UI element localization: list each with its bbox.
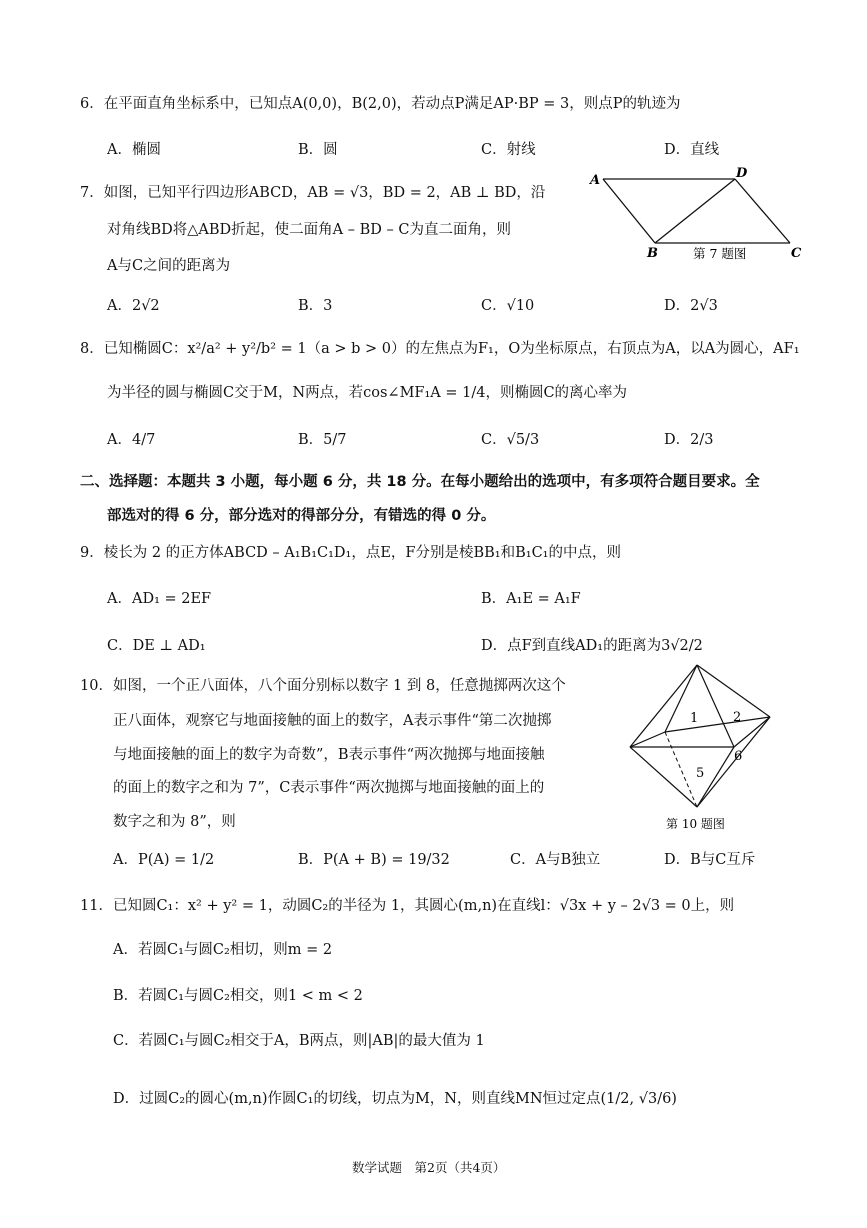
q7-label-a: A xyxy=(590,173,601,188)
q7-line1: 7．如图，已知平行四边形ABCD，AB = √3，BD = 2，AB ⊥ BD，沿 xyxy=(80,185,546,201)
q10-option-a: A．P(A) = 1/2 xyxy=(113,852,215,868)
q10-face-2: 2 xyxy=(733,710,742,725)
q9-option-a: A．AD₁ = 2EF xyxy=(107,591,212,607)
q11-option-a: A．若圆C₁与圆C₂相切，则m = 2 xyxy=(113,942,333,958)
q8-line2: 为半径的圆与椭圆C交于M，N两点，若cos∠MF₁A = 1/4，则椭圆C的离心率为 xyxy=(107,385,628,401)
q7-figure-parallelogram xyxy=(585,165,805,265)
q7-option-d: D．2√3 xyxy=(664,298,718,314)
q10-option-b: B．P(A + B) = 19/32 xyxy=(298,852,450,868)
q10-figure-caption: 第 10 题图 xyxy=(666,817,725,831)
section2-heading-line1: 二、选择题：本题共 3 小题，每小题 6 分，共 18 分。在每小题给出的选项中，有多项符合题目要求。全 xyxy=(80,474,760,490)
q7-option-b: B．3 xyxy=(298,298,333,314)
q11-stem: 11．已知圆C₁：x² + y² = 1，动圆C₂的半径为 1，其圆心(m,n)在直线l：√3x + y – 2√3 = 0上，则 xyxy=(80,898,735,914)
q7-label-d: D xyxy=(736,166,748,181)
q7-label-c: C xyxy=(791,246,802,261)
q7-option-a: A．2√2 xyxy=(107,298,160,314)
q11-option-d: D．过圆C₂的圆心(m,n)作圆C₁的切线，切点为M，N，则直线MN恒过定点(1/2, √3/6) xyxy=(113,1091,677,1107)
q7-line3: A与C之间的距离为 xyxy=(107,258,231,274)
q10-face-1: 1 xyxy=(690,711,699,726)
q6-option-b: B．圆 xyxy=(298,142,338,158)
q10-face-6: 6 xyxy=(734,749,743,764)
q10-line2: 正八面体，观察它与地面接触的面上的数字，A表示事件“第二次抛掷 xyxy=(113,713,552,729)
q10-figure-octahedron xyxy=(622,660,782,840)
q7-label-b: B xyxy=(647,246,658,261)
q9-option-b: B．A₁E = A₁F xyxy=(481,591,581,607)
q10-face-5: 5 xyxy=(696,766,705,781)
q8-option-d: D．2/3 xyxy=(664,432,714,448)
q11-option-b: B．若圆C₁与圆C₂相交，则1 < m < 2 xyxy=(113,988,363,1004)
q6-option-c: C．射线 xyxy=(481,142,536,158)
q10-line5: 数字之和为 8”，则 xyxy=(113,814,236,830)
q9-option-c: C．DE ⊥ AD₁ xyxy=(107,638,206,654)
q10-line1: 10．如图，一个正八面体，八个面分别标以数字 1 到 8，任意抛掷两次这个 xyxy=(80,678,566,694)
q6-option-d: D．直线 xyxy=(664,142,720,158)
q8-option-c: C．√5/3 xyxy=(481,432,540,448)
q8-option-b: B．5/7 xyxy=(298,432,347,448)
q11-option-c: C．若圆C₁与圆C₂相交于A，B两点，则|AB|的最大值为 1 xyxy=(113,1033,485,1049)
q8-option-a: A．4/7 xyxy=(107,432,156,448)
q10-line3: 与地面接触的面上的数字为奇数”，B表示事件“两次抛掷与地面接触 xyxy=(113,747,545,763)
q7-option-c: C．√10 xyxy=(481,298,535,314)
q10-line4: 的面上的数字之和为 7”，C表示事件“两次抛掷与地面接触的面上的 xyxy=(113,780,545,796)
q10-option-c: C．A与B独立 xyxy=(510,852,601,868)
page-footer: 数学试题 第2页（共4页） xyxy=(352,1160,506,1175)
q10-option-d: D．B与C互斥 xyxy=(664,852,756,868)
q9-stem: 9．棱长为 2 的正方体ABCD – A₁B₁C₁D₁，点E，F分别是棱BB₁和B₁C₁的中点，则 xyxy=(80,545,621,561)
q6-option-a: A．椭圆 xyxy=(107,142,161,158)
q8-line1: 8．已知椭圆C：x²/a² + y²/b² = 1（a > b > 0）的左焦点为F₁，O为坐标原点，右顶点为A，以A为圆心，AF₁ xyxy=(80,341,800,357)
q6-stem: 6．在平面直角坐标系中，已知点A(0,0)，B(2,0)，若动点P满足AP·BP = 3，则点P的轨迹为 xyxy=(80,96,681,112)
q7-figure-caption: 第 7 题图 xyxy=(693,246,747,261)
q7-line2: 对角线BD将△ABD折起，使二面角A – BD – C为直二面角，则 xyxy=(107,222,511,238)
q9-option-d: D．点F到直线AD₁的距离为3√2/2 xyxy=(481,638,703,654)
section2-heading-line2: 部选对的得 6 分，部分选对的得部分分，有错选的得 0 分。 xyxy=(107,508,496,524)
